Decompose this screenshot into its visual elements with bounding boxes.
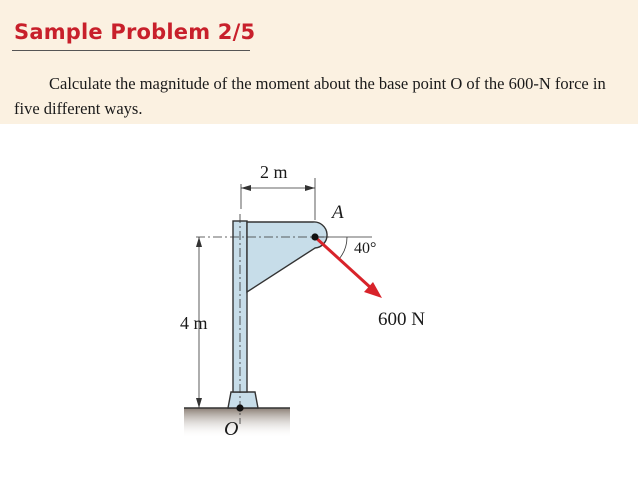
title-underline xyxy=(12,50,250,51)
force-label: 600 N xyxy=(378,309,425,330)
dim-4m-arrow-bottom xyxy=(196,398,202,408)
problem-statement-text: Calculate the magnitude of the moment about the base point O of the 600-N force in five different ways. xyxy=(14,74,606,118)
bracket-diagram xyxy=(0,124,638,478)
angle-label: 40° xyxy=(354,240,377,257)
bracket-plate xyxy=(247,222,327,292)
dim-4m-label: 4 m xyxy=(180,313,208,333)
point-a-label: A xyxy=(332,202,344,223)
problem-figure xyxy=(0,124,638,478)
dim-2m-arrow-left xyxy=(241,185,251,191)
problem-header xyxy=(0,0,638,124)
point-o-marker xyxy=(236,404,243,411)
problem-title: Sample Problem 2/5 xyxy=(14,20,256,44)
dim-2m-label: 2 m xyxy=(260,162,288,182)
dim-4m-arrow-top xyxy=(196,237,202,247)
angle-arc xyxy=(339,237,347,259)
problem-statement xyxy=(14,71,632,121)
point-a-marker xyxy=(311,233,318,240)
dim-2m-arrow-right xyxy=(305,185,315,191)
base-plate xyxy=(228,392,258,408)
point-o-label: O xyxy=(224,418,239,440)
